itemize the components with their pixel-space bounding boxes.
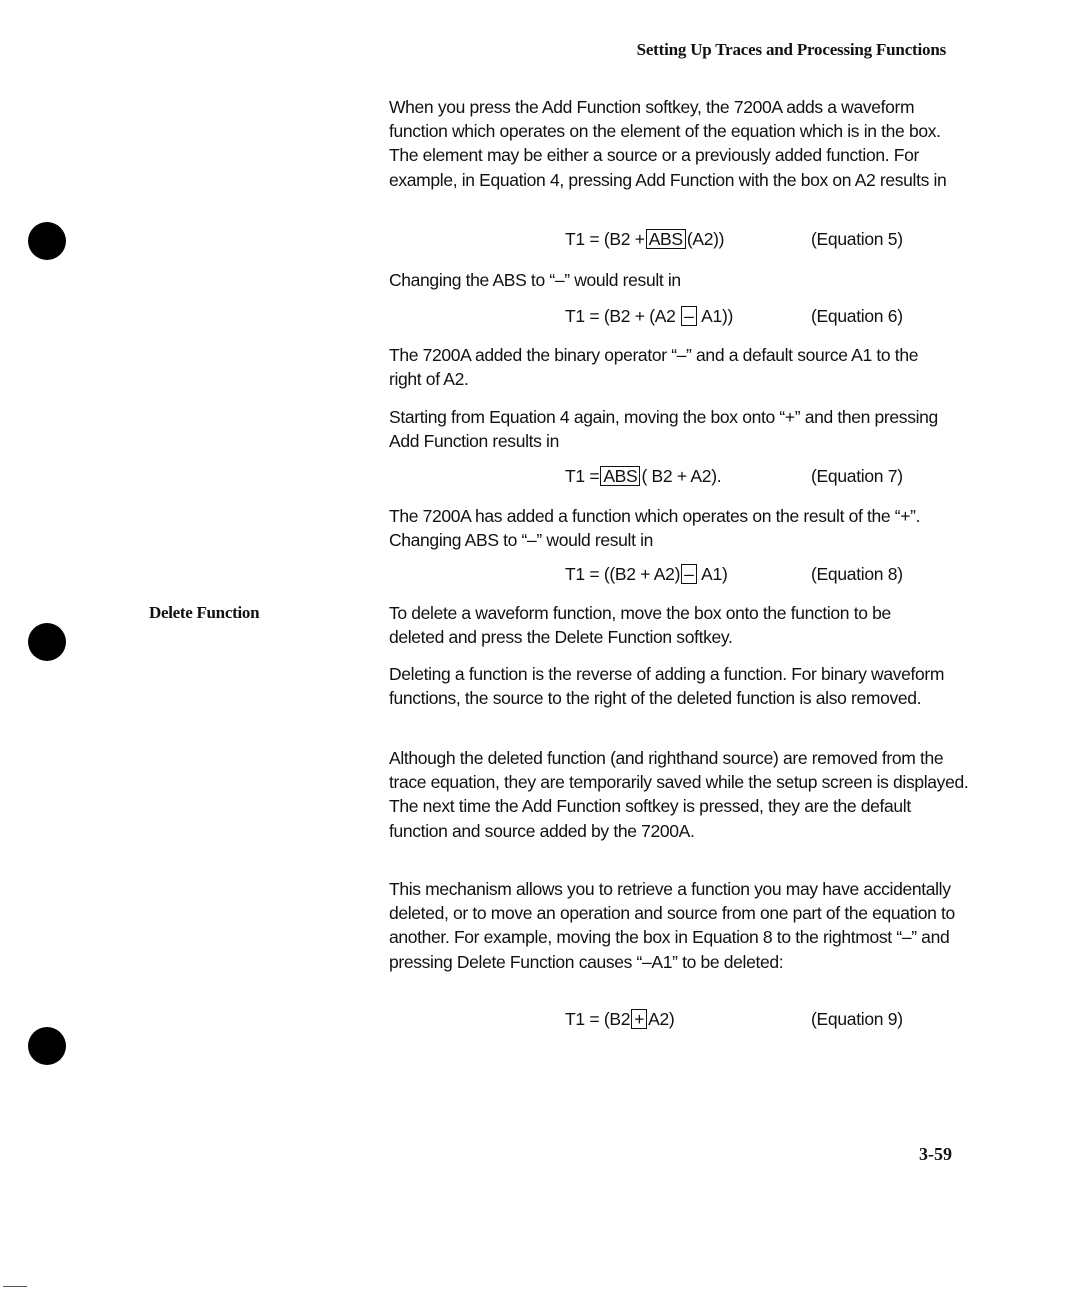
binder-hole-bottom xyxy=(28,1027,66,1065)
equation xyxy=(565,564,728,585)
paragraph: This mechanism allows you to retrieve a function you may have accidentally deleted, or to move an operation and source from one part of the equation to another. For example, moving the box in Equation 8 to the rightmost “–” and pressing Delete Function causes “–A1” to be deleted: xyxy=(389,879,955,972)
paragraph: Although the deleted function (and righthand source) are removed from the trace equation, they are temporarily saved while the setup screen is displayed. The next time the Add Function softkey is pressed, they are the default function and source added by the 7200A. xyxy=(389,748,969,841)
equation-text: T1 = (B2 xyxy=(565,1009,631,1029)
equation-text: T1 = (B2 + (A2 xyxy=(565,306,681,326)
equation-text: T1 = xyxy=(565,466,600,486)
boxed-element: ABS xyxy=(600,466,640,486)
boxed-element: – xyxy=(681,306,696,326)
paragraph: Deleting a function is the reverse of adding a function. For binary waveform functions, the source to the right of the deleted function is also removed. xyxy=(389,664,945,709)
equation xyxy=(565,1009,674,1030)
equation-label: (Equation 9) xyxy=(811,1009,903,1029)
equation-text: A1)) xyxy=(697,306,734,326)
equation-text: T1 = (B2 + xyxy=(565,229,645,249)
equation xyxy=(565,306,733,327)
boxed-element: + xyxy=(631,1009,647,1029)
side-heading: Delete Function xyxy=(149,603,260,622)
paragraph: The 7200A has added a function which operates on the result of the “+”. Changing ABS to “–” would result in xyxy=(389,506,921,551)
equation-text: A2) xyxy=(648,1009,675,1029)
paragraph: To delete a waveform function, move the box onto the function to be deleted and press the Delete Function softkey. xyxy=(389,603,891,648)
equation-text: A1) xyxy=(697,564,728,584)
binder-hole-middle xyxy=(28,623,66,661)
paragraph: The 7200A added the binary operator “–” and a default source A1 to the right of A2. xyxy=(389,345,919,390)
page-header: Setting Up Traces and Processing Functions xyxy=(636,40,946,59)
equation-text: ( B2 + A2). xyxy=(641,466,722,486)
page-number: 3-59 xyxy=(919,1144,952,1164)
equation xyxy=(565,466,721,487)
equation-text: T1 = ((B2 + A2) xyxy=(565,564,681,584)
equation xyxy=(565,229,724,250)
paragraph: Starting from Equation 4 again, moving the box onto “+” and then pressing Add Function results in xyxy=(389,407,938,452)
paragraph: Changing the ABS to “–” would result in xyxy=(389,270,681,290)
paragraph: When you press the Add Function softkey, the 7200A adds a waveform function which operates on the element of the equation which is in the box. The element may be either a source or a previously added function. For example, in Equation 4, pressing Add Function with the box on A2 results in xyxy=(389,97,947,190)
equation-label: (Equation 7) xyxy=(811,466,903,486)
boxed-element: – xyxy=(681,564,696,584)
equation-label: (Equation 8) xyxy=(811,564,903,584)
binder-hole-top xyxy=(28,222,66,260)
equation-label: (Equation 6) xyxy=(811,306,903,326)
boxed-element: ABS xyxy=(646,229,686,249)
scan-mark xyxy=(3,1286,27,1287)
equation-label: (Equation 5) xyxy=(811,229,903,249)
equation-text: (A2)) xyxy=(686,229,725,249)
